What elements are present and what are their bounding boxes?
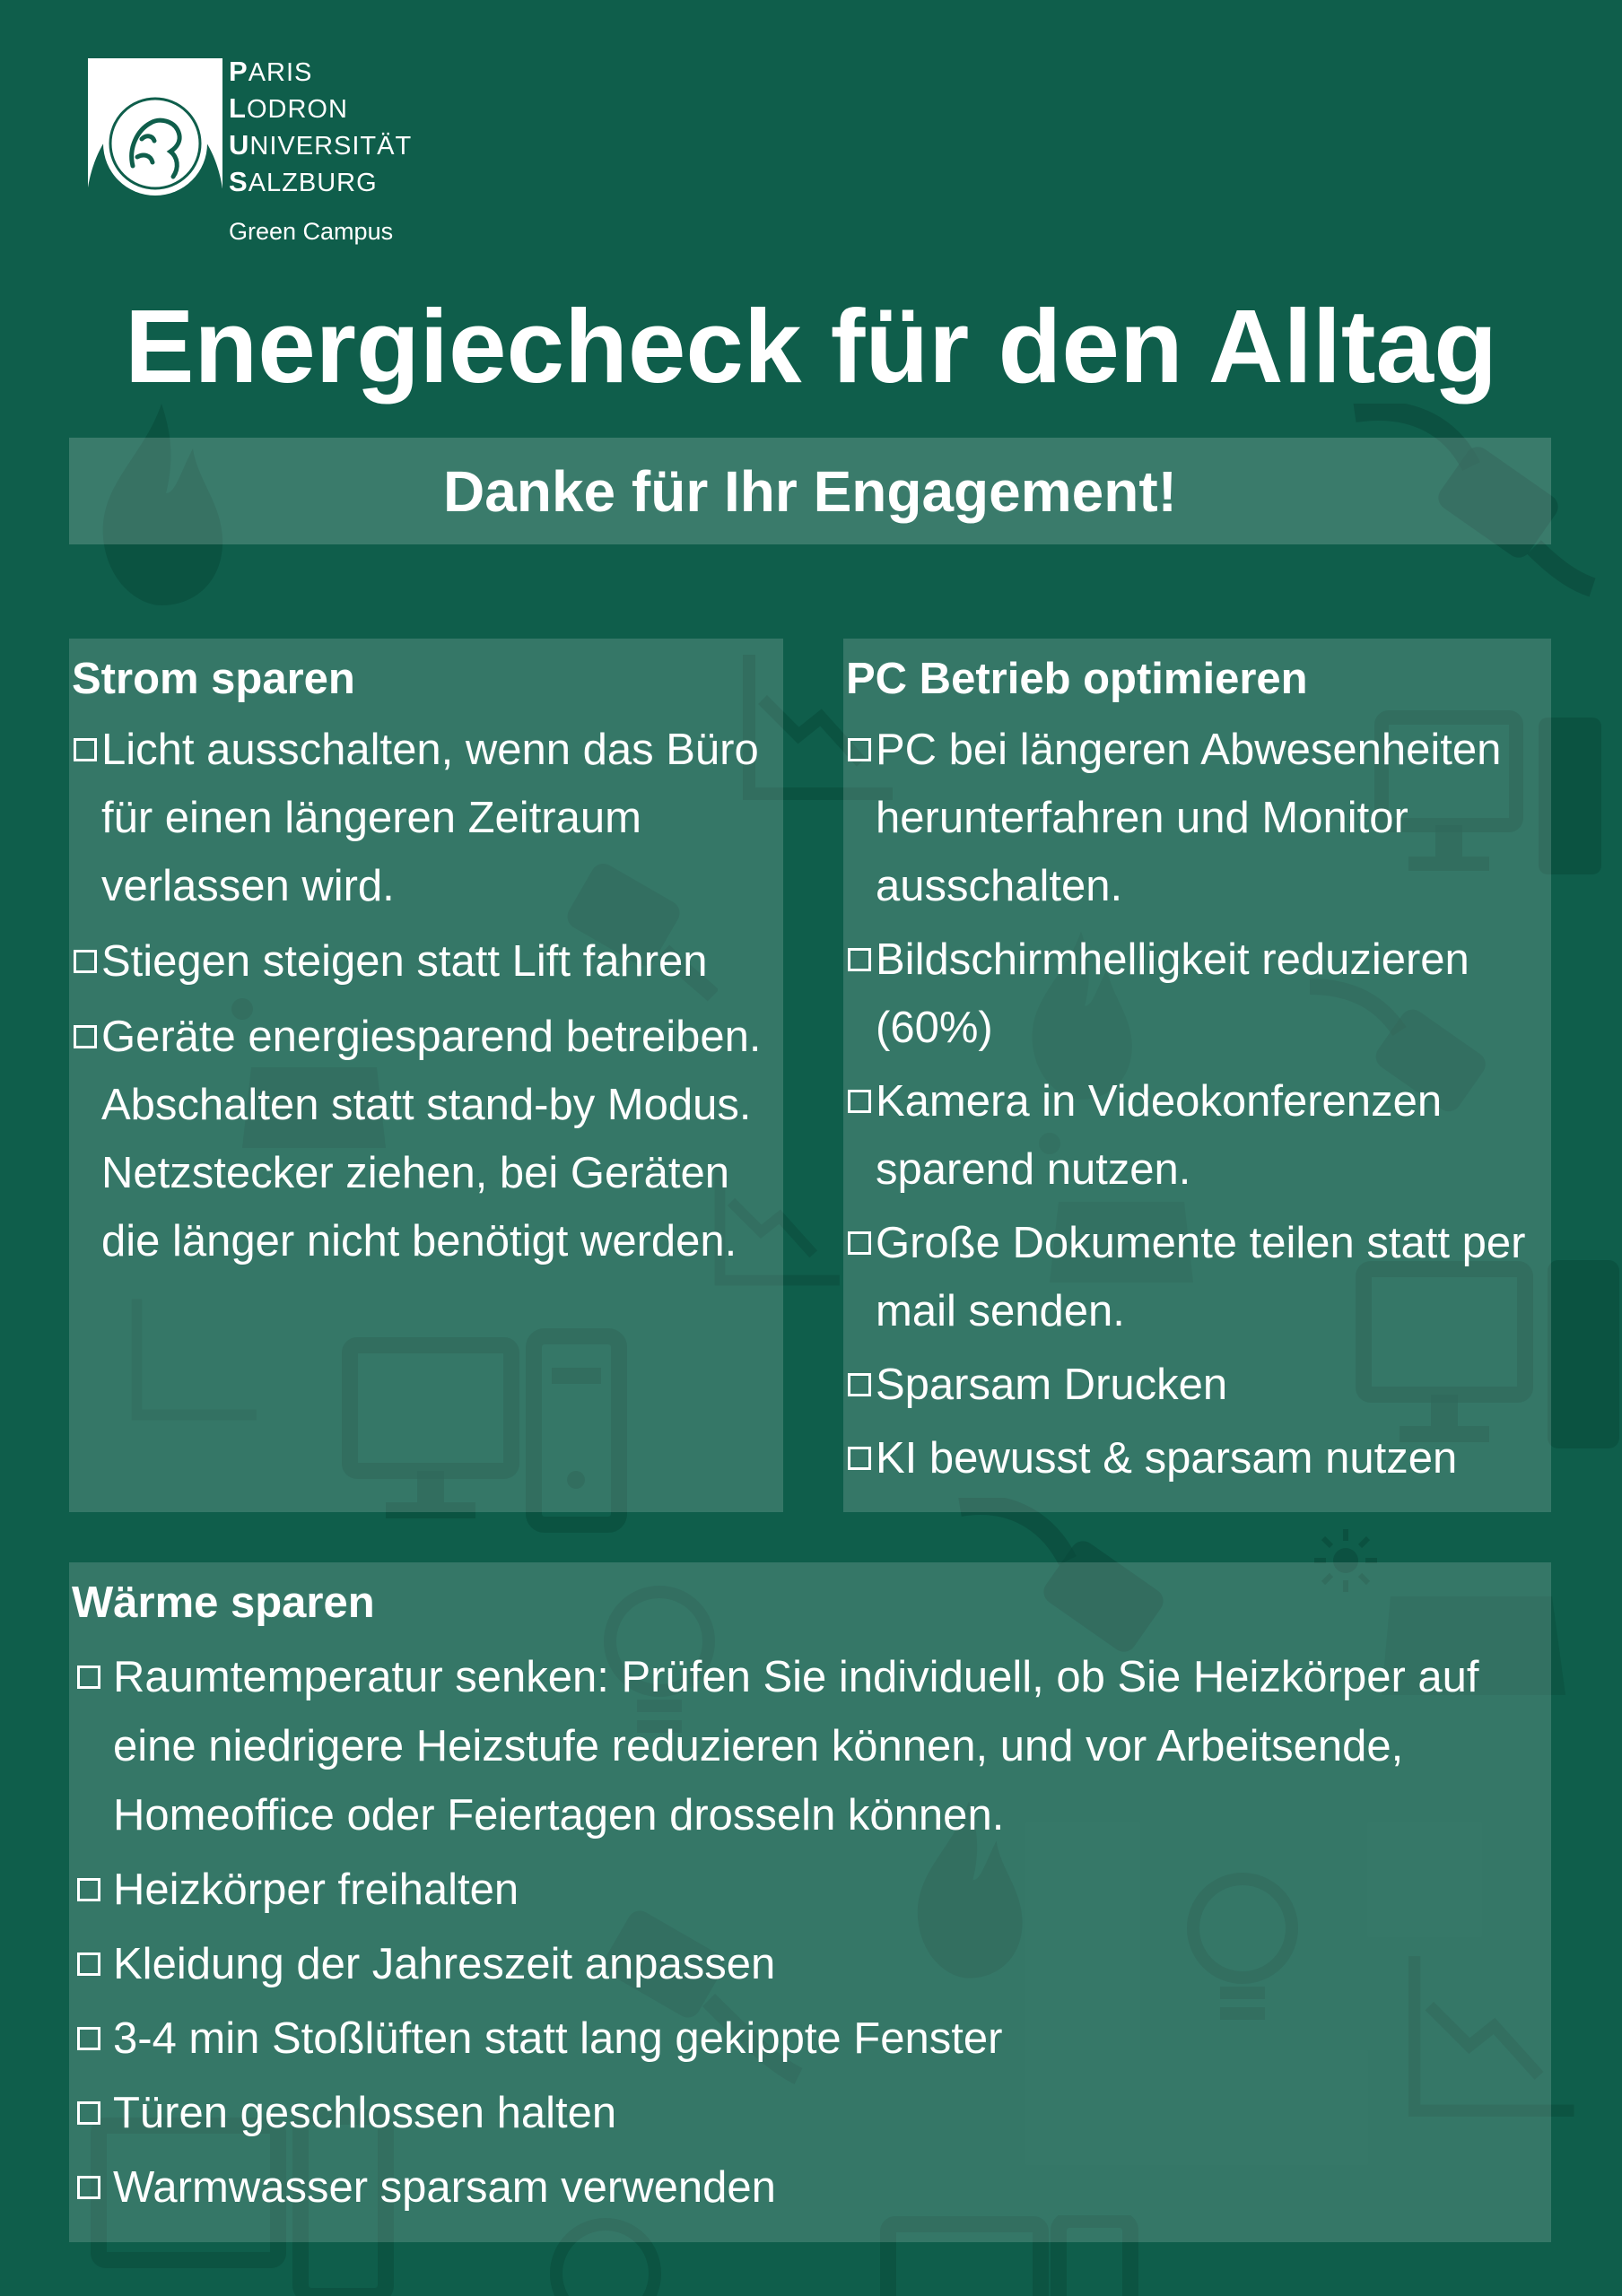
checklist-item-text: Stiegen steigen statt Lift fahren — [101, 937, 708, 986]
checklist-item-text: Kleidung der Jahreszeit anpassen — [113, 1940, 776, 1988]
checklist-item — [69, 2153, 1551, 2222]
section-heading: PC Betrieb optimieren — [846, 655, 1308, 703]
checklist-item — [69, 1003, 783, 1275]
logo-line: LODRON — [229, 92, 348, 124]
checkbox-icon[interactable] — [77, 1878, 100, 1901]
checklist-item — [69, 2079, 1551, 2148]
section-pc-betrieb — [843, 639, 1551, 1512]
checklist-item — [843, 716, 1551, 920]
checklist-item-text: Sparsam Drucken — [876, 1361, 1228, 1409]
lion-crest-icon — [88, 58, 222, 206]
checklist-item-text: Große Dokumente teilen statt per mail senden. — [876, 1219, 1526, 1335]
logo-line: UNIVERSITÄT — [229, 129, 413, 161]
checkbox-icon[interactable] — [848, 948, 871, 971]
checklist-item-text: KI bewusst & sparsam nutzen — [876, 1434, 1458, 1483]
page-title: Energiecheck für den Alltag — [125, 288, 1497, 404]
checkbox-icon[interactable] — [74, 950, 97, 973]
thanks-banner — [69, 438, 1551, 544]
checklist-item-text: Bildschirmhelligkeit reduzieren (60%) — [876, 935, 1469, 1052]
checklist-item — [843, 1424, 1551, 1492]
checklist-item-text: Heizkörper freihalten — [113, 1866, 519, 1914]
banner-text: Danke für Ihr Engagement! — [443, 458, 1177, 524]
logo-subtitle: Green Campus — [229, 218, 394, 245]
checklist-item-text: Geräte energiesparend betreiben. Abschalten statt stand-by Modus. Netzstecker ziehen, bei Geräten die länger nicht benötigt werden. — [101, 1013, 762, 1265]
checklist-item — [69, 716, 783, 920]
logo-line: PARIS — [229, 56, 313, 87]
checkbox-icon[interactable] — [848, 1090, 871, 1113]
checkbox-icon[interactable] — [848, 1373, 871, 1396]
checkbox-icon[interactable] — [77, 2101, 100, 2125]
checkbox-icon[interactable] — [77, 2027, 100, 2050]
checklist-item-text: Warmwasser sparsam verwenden — [113, 2163, 776, 2212]
checklist-item-text: Türen geschlossen halten — [113, 2089, 617, 2137]
checklist-item — [843, 926, 1551, 1062]
checkbox-icon[interactable] — [74, 1025, 97, 1048]
checkbox-icon[interactable] — [848, 1447, 871, 1470]
checkbox-icon[interactable] — [848, 1231, 871, 1255]
checklist-item — [69, 1643, 1551, 1850]
checklist — [843, 716, 1551, 1492]
checklist — [69, 716, 783, 1275]
checklist-item-text: Licht ausschalten, wenn das Büro für einen längeren Zeitraum verlassen wird. — [101, 726, 759, 910]
checkbox-icon[interactable] — [77, 2176, 100, 2199]
logo-wordmark — [229, 54, 462, 201]
checklist-item — [843, 1067, 1551, 1204]
checkbox-icon[interactable] — [848, 738, 871, 761]
section-waerme-sparen — [69, 1562, 1551, 2242]
checkbox-icon[interactable] — [77, 1952, 100, 1976]
section-heading: Wärme sparen — [72, 1578, 375, 1627]
checklist-item-text: 3-4 min Stoßlüften statt lang gekippte Fenster — [113, 2014, 1003, 2063]
checklist-item-text: Raumtemperatur senken: Prüfen Sie individuell, ob Sie Heizkörper auf eine niedrigere Heizstufe reduzieren können, und vor Arbeitsende, Homeoffice oder Feiertagen drosseln können. — [113, 1653, 1479, 1839]
checkbox-icon[interactable] — [77, 1665, 100, 1689]
checklist-item-text: PC bei längeren Abwesenheiten herunterfahren und Monitor ausschalten. — [876, 726, 1502, 910]
checklist-item-text: Kamera in Videokonferenzen sparend nutzen. — [876, 1077, 1443, 1194]
section-strom-sparen — [69, 639, 783, 1512]
logo-line: SALZBURG — [229, 166, 378, 197]
checklist — [69, 1643, 1551, 2222]
section-heading: Strom sparen — [72, 655, 355, 703]
checkbox-icon[interactable] — [74, 738, 97, 761]
checklist-item — [843, 1351, 1551, 1419]
checklist-item — [69, 1856, 1551, 1925]
checklist-item — [69, 927, 783, 996]
checklist-item — [69, 1930, 1551, 1999]
checklist-item — [843, 1209, 1551, 1345]
checklist-item — [69, 2005, 1551, 2074]
